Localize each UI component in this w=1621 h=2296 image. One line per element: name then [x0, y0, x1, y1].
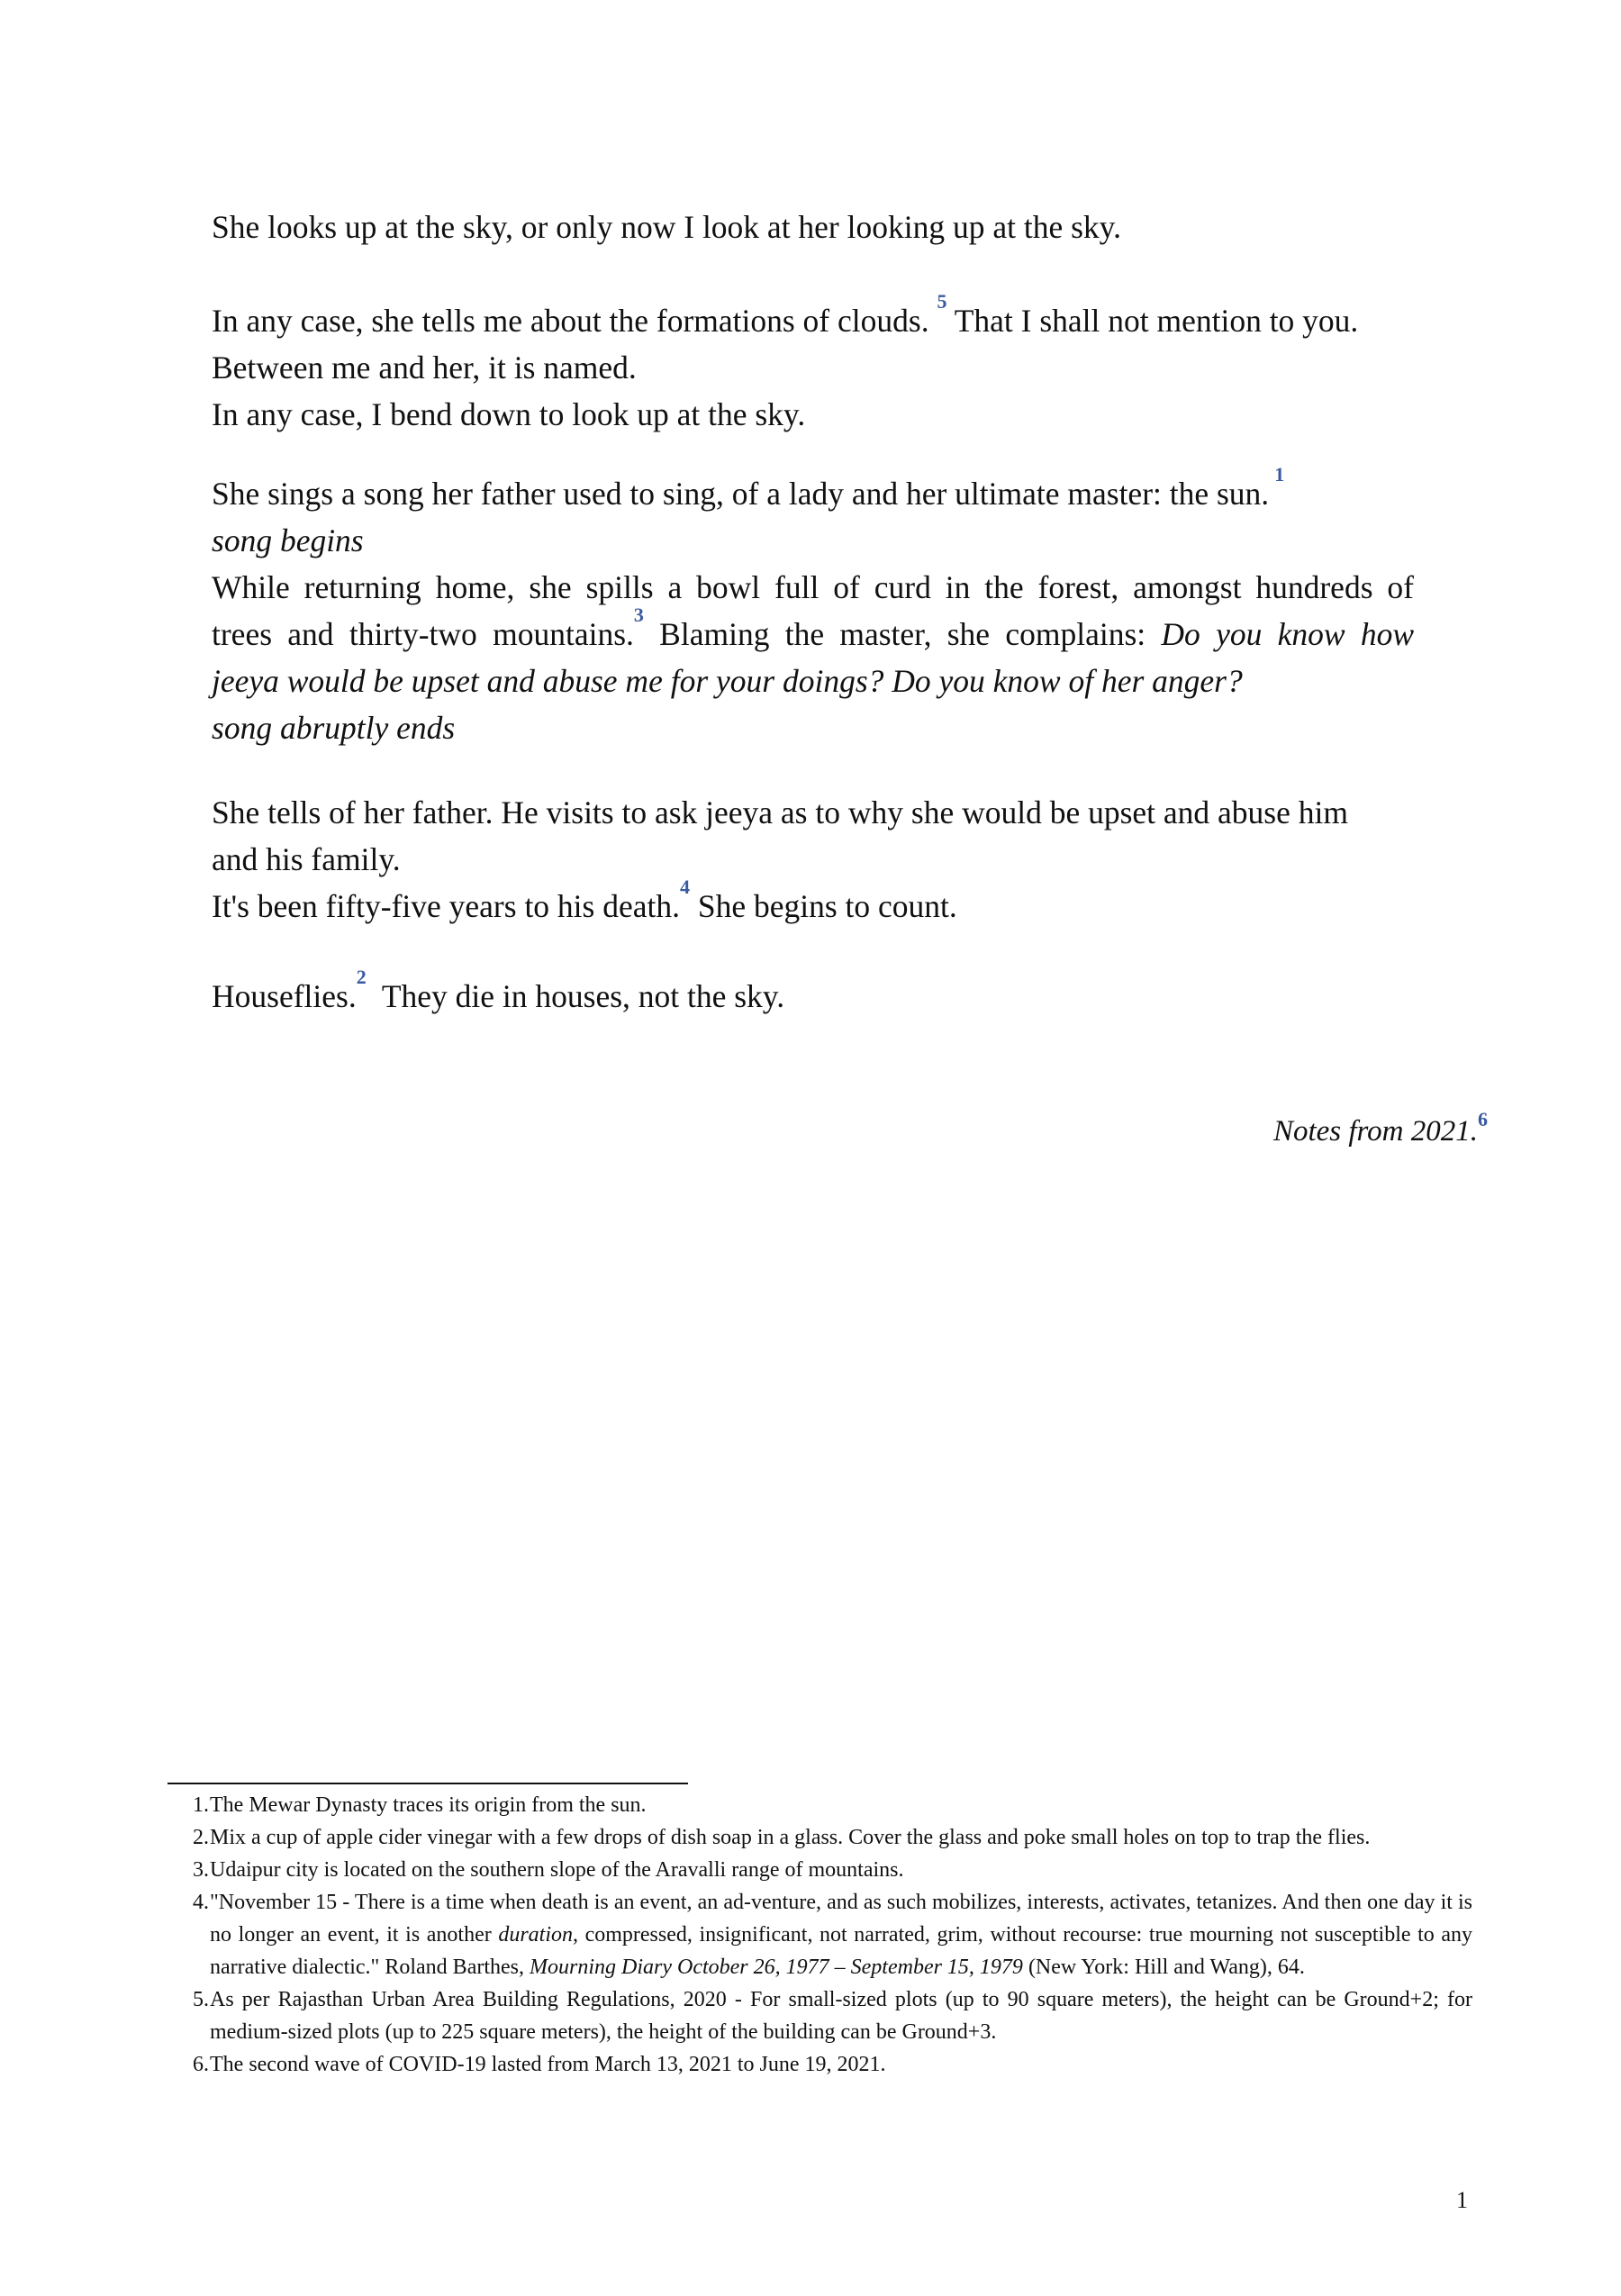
footnotes-list [185, 1789, 1472, 2081]
signature-line [1272, 1108, 1488, 1148]
footnote-ref-3[interactable]: 3 [633, 603, 644, 626]
poem-text: That I shall not mention to you. [954, 303, 1359, 339]
page-number: 1 [1456, 2187, 1468, 2213]
footnote-text: The Mewar Dynasty traces its origin from the sun. [210, 1793, 647, 1817]
footnote-text-part: "November 15 - There is a time when death is an event, an ad-venture, and as such mobilizes, interests, activates, tetanizes. And then one day it is no longer an event, it is another [210, 1891, 1472, 1947]
footnote-text: The second wave of COVID-19 lasted from March 13, 2021 to June 19, 2021. [210, 2053, 886, 2076]
footnote-number: 1. [193, 1793, 209, 1817]
footnote-item [185, 1983, 1472, 2048]
footnote-number: 5. [193, 1988, 209, 2011]
footnote-item [185, 1789, 1472, 1821]
footnote-ref-5[interactable]: 5 [937, 290, 947, 313]
poem-line: and his family. [212, 841, 401, 877]
footnote-number: 3. [193, 1858, 209, 1882]
signature-text: Notes from 2021. [1272, 1115, 1478, 1148]
poem-line [212, 876, 1414, 930]
footnote-text-part: (New York: Hill and Wang), 64. [1022, 1956, 1305, 1979]
poem-paragraph-4 [212, 789, 1414, 930]
poem-text: In any case, she tells me about the formations of clouds. [212, 303, 929, 339]
song-begins-marker: song begins [212, 522, 364, 558]
poem-line: She looks up at the sky, or only now I look at her looking up at the sky. [212, 209, 1121, 245]
poem-text: They die in houses, not the sky. [381, 978, 785, 1014]
footnote-separator [168, 1783, 688, 1784]
footnote-number: 2. [193, 1826, 209, 1849]
poem-paragraph-5 [212, 966, 1414, 1020]
poem-text: Houseflies. [212, 978, 357, 1014]
poem-paragraph-2 [212, 290, 1414, 438]
poem-text: She sings a song her father used to sing, of a lady and her ultimate master: the sun. [212, 476, 1270, 512]
poem-line: Between me and her, it is named. [212, 349, 637, 386]
footnote-item [185, 1854, 1472, 1886]
poem-paragraph-3 [212, 463, 1415, 751]
footnote-text: As per Rajasthan Urban Area Building Regulations, 2020 - For small-sized plots (up to 90 square meters), the height can be Ground+2; for medium-sized plots (up to 225 square meters), the height of the building can be Ground+3. [210, 1988, 1472, 2044]
song-line: While returning home, she spills a bowl full of curd in the forest, amongst hundreds of [212, 569, 1414, 605]
poem-line [212, 463, 1414, 517]
footnote-number: 6. [193, 2053, 209, 2076]
footnote-item [185, 2048, 1472, 2081]
poem-text: trees and thirty-two mountains. [212, 616, 634, 652]
footnote-book-title: Mourning Diary October 26, 1977 – September 15, 1979 [530, 1956, 1023, 1979]
footnote-number: 4. [193, 1891, 209, 1914]
footnote-item [185, 1886, 1472, 1983]
song-quote: Do you know how [1161, 616, 1415, 652]
poem-line: She tells of her father. He visits to ask jeeya as to why she would be upset and abuse him [212, 794, 1348, 830]
poem-paragraph-1 [212, 204, 1414, 250]
footnote-text [210, 1886, 1472, 1983]
poem-line [212, 966, 1414, 1020]
song-line [212, 603, 1415, 658]
poem-text: Blaming the master, she complains: [659, 616, 1146, 652]
footnote-text: Udaipur city is located on the southern slope of the Aravalli range of mountains. [210, 1858, 904, 1882]
poem-line: In any case, I bend down to look up at the sky. [212, 396, 806, 432]
footnote-ref-6[interactable]: 6 [1478, 1108, 1488, 1130]
footnote-ref-4[interactable]: 4 [680, 876, 690, 898]
poem-line [212, 290, 1414, 344]
footnote-text-part: , compressed, insignificant, not narrated, grim, without recourse: true mourning not susceptible to any narrative dialectic." Roland Barthes, [210, 1923, 1473, 1979]
footnote-emphasis: duration [498, 1923, 574, 1947]
song-ends-marker: song abruptly ends [212, 710, 456, 746]
poem-text: She begins to count. [697, 888, 957, 924]
footnote-text: Mix a cup of apple cider vinegar with a few drops of dish soap in a glass. Cover the glass and poke small holes on top to trap the flies. [210, 1826, 1371, 1849]
poem-text: It's been fifty-five years to his death. [212, 888, 680, 924]
song-quote-line: jeeya would be upset and abuse me for your doings? Do you know of her anger? [212, 663, 1243, 699]
footnote-ref-2[interactable]: 2 [356, 966, 367, 988]
footnote-item [185, 1821, 1472, 1854]
footnote-ref-1[interactable]: 1 [1274, 463, 1285, 486]
